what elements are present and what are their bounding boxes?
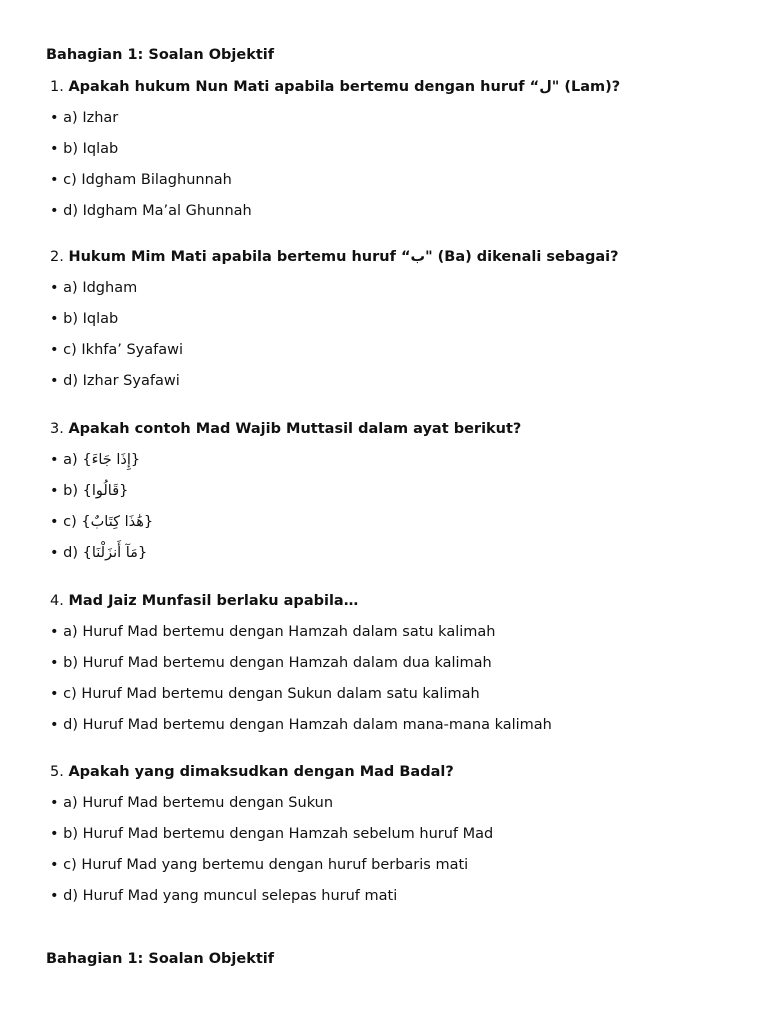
bullet: • [50, 172, 59, 188]
bullet: • [50, 110, 59, 126]
option-label: b) Iqlab [63, 141, 119, 157]
answer-option [50, 622, 750, 642]
bullet: • [50, 795, 59, 811]
option-label: d) Huruf Mad yang muncul selepas huruf mati [63, 888, 398, 904]
question-5 [50, 762, 750, 906]
option-label: c) Huruf Mad yang bertemu dengan huruf berbaris mati [63, 857, 469, 873]
answer-option [50, 715, 750, 735]
answer-option [50, 481, 750, 501]
option-label: b) Huruf Mad bertemu dengan Hamzah dalam dua kalimah [63, 655, 492, 671]
bullet: • [50, 686, 59, 702]
question-heading [50, 419, 750, 439]
question-1 [50, 77, 750, 221]
bullet: • [50, 373, 59, 389]
question-4 [50, 591, 750, 735]
option-label: a) Idgham [63, 280, 138, 296]
question-heading [50, 247, 750, 267]
answer-option [50, 684, 750, 704]
bullet: • [50, 655, 59, 671]
answer-option [50, 340, 750, 360]
answer-option [50, 309, 750, 329]
option-label: a) Huruf Mad bertemu dengan Hamzah dalam satu kalimah [63, 624, 496, 640]
bullet: • [50, 826, 59, 842]
bullet: • [50, 141, 59, 157]
question-number: 4. [50, 593, 64, 609]
answer-option [50, 886, 750, 906]
answer-option [50, 371, 750, 391]
bullet: • [50, 311, 59, 327]
question-2 [50, 247, 750, 391]
answer-option [50, 278, 750, 298]
bullet: • [50, 514, 59, 530]
option-label: d) {مَآ أَنزَلْنَا} [63, 545, 148, 561]
option-label: d) Izhar Syafawi [63, 373, 180, 389]
question-text: Hukum Mim Mati apabila bertemu huruf “ب" (Ba) dikenali sebagai? [68, 249, 619, 265]
option-label: a) Izhar [63, 110, 119, 126]
question-text: Apakah contoh Mad Wajib Muttasil dalam ayat berikut? [68, 421, 522, 437]
bullet: • [50, 545, 59, 561]
question-3 [50, 419, 750, 563]
bullet: • [50, 717, 59, 733]
question-heading [50, 591, 750, 611]
option-label: a) {إِذَا جَاءَ} [63, 452, 141, 468]
section-title: Bahagian 1: Soalan Objektif [46, 951, 275, 967]
option-label: b) {قَالُوا} [63, 483, 129, 499]
answer-option [50, 512, 750, 532]
option-label: c) Ikhfa’ Syafawi [63, 342, 184, 358]
answer-option [50, 170, 750, 190]
answer-option [50, 824, 750, 844]
bullet: • [50, 483, 59, 499]
question-number: 2. [50, 249, 64, 265]
bullet: • [50, 342, 59, 358]
question-number: 3. [50, 421, 64, 437]
bullet: • [50, 857, 59, 873]
answer-option [50, 793, 750, 813]
answer-option [50, 139, 750, 159]
answer-option [50, 543, 750, 563]
option-label: c) {هَٰذَا كِتَابٌ} [63, 514, 154, 530]
option-label: d) Huruf Mad bertemu dengan Hamzah dalam mana-mana kalimah [63, 717, 552, 733]
bullet: • [50, 452, 59, 468]
bullet: • [50, 280, 59, 296]
answer-option [50, 653, 750, 673]
question-number: 1. [50, 79, 64, 95]
bullet: • [50, 888, 59, 904]
option-label: a) Huruf Mad bertemu dengan Sukun [63, 795, 334, 811]
option-label: b) Huruf Mad bertemu dengan Hamzah sebelum huruf Mad [63, 826, 494, 842]
question-text: Apakah hukum Nun Mati apabila bertemu dengan huruf “ل" (Lam)? [68, 79, 621, 95]
answer-option [50, 108, 750, 128]
question-heading [50, 77, 750, 97]
section-title: Bahagian 1: Soalan Objektif [46, 47, 275, 63]
option-label: b) Iqlab [63, 311, 119, 327]
question-text: Apakah yang dimaksudkan dengan Mad Badal? [68, 764, 454, 780]
answer-option [50, 855, 750, 875]
answer-option [50, 450, 750, 470]
option-label: c) Idgham Bilaghunnah [63, 172, 232, 188]
question-heading [50, 762, 750, 782]
question-text: Mad Jaiz Munfasil berlaku apabila… [68, 593, 359, 609]
option-label: d) Idgham Ma’al Ghunnah [63, 203, 252, 219]
option-label: c) Huruf Mad bertemu dengan Sukun dalam satu kalimah [63, 686, 480, 702]
answer-option [50, 201, 750, 221]
bullet: • [50, 624, 59, 640]
bullet: • [50, 203, 59, 219]
question-number: 5. [50, 764, 64, 780]
